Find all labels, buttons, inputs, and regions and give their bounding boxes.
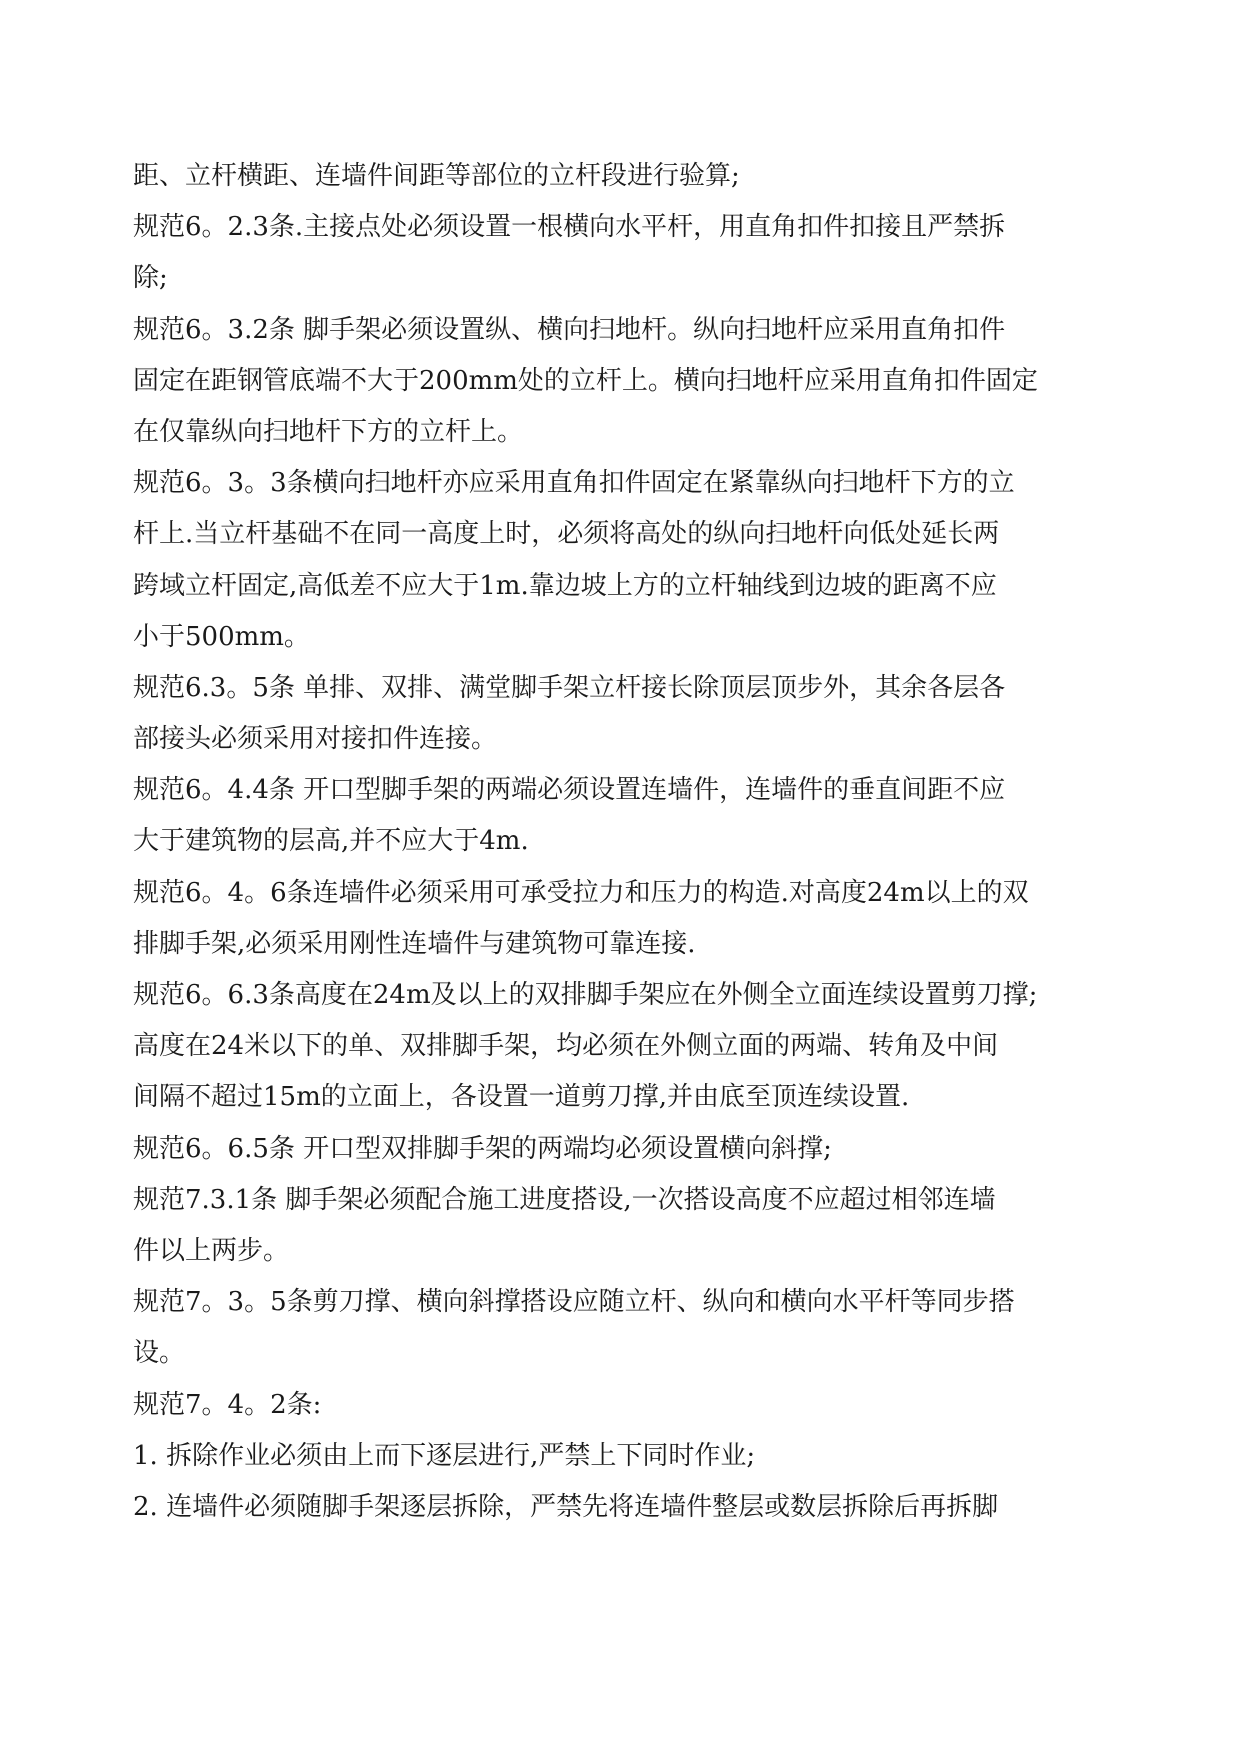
text-line: 规范7.3.1条 脚手架必须配合施工进度搭设,一次搭设高度不应超过相邻连墙 <box>133 1184 996 1215</box>
text-line: 规范6。4.4条 开口型脚手架的两端必须设置连墙件，连墙件的垂直间距不应 <box>133 775 1006 806</box>
text-line: 间隔不超过15m的立面上，各设置一道剪刀撑,并由底至顶连续设置. <box>133 1082 910 1113</box>
document-body <box>133 151 1123 1533</box>
text-line: 小于500mm。 <box>133 621 310 652</box>
text-line: 距、立杆横距、连墙件间距等部位的立杆段进行验算; <box>133 161 740 191</box>
text-line: 规范6。3.2条 脚手架必须设置纵、横向扫地杆。纵向扫地杆应采用直角扣件 <box>133 314 1006 345</box>
text-line: 排脚手架,必须采用刚性连墙件与建筑物可靠连接. <box>133 928 696 959</box>
text-line: 跨域立杆固定,高低差不应大于1m.靠边坡上方的立杆轴线到边坡的距离不应 <box>133 570 997 601</box>
text-line: 规范6。2.3条.主接点处必须设置一根横向水平杆，用直角扣件扣接且严禁拆 <box>133 212 1006 243</box>
text-line: 杆上.当立杆基础不在同一高度上时，必须将高处的纵向扫地杆向低处延长两 <box>133 519 1000 550</box>
text-line: 2. 连墙件必须随脚手架逐层拆除，严禁先将连墙件整层或数层拆除后再拆脚 <box>133 1491 999 1522</box>
text-line: 1. 拆除作业必须由上而下逐层进行,严禁上下同时作业; <box>133 1440 756 1471</box>
text-line: 大于建筑物的层高,并不应大于4m. <box>133 826 529 857</box>
text-line: 规范7。4。2条: <box>133 1389 322 1420</box>
text-line: 部接头必须采用对接扣件连接。 <box>133 724 498 755</box>
text-line: 设。 <box>133 1338 186 1369</box>
text-line: 规范6。4。6条连墙件必须采用可承受拉力和压力的构造.对高度24m以上的双 <box>133 877 1029 908</box>
text-line: 除; <box>133 263 168 294</box>
text-line: 规范6。6.5条 开口型双排脚手架的两端均必须设置横向斜撑; <box>133 1133 832 1164</box>
text-line: 在仅靠纵向扫地杆下方的立杆上。 <box>133 416 524 447</box>
text-line: 规范6.3。5条 单排、双排、满堂脚手架立杆接长除顶层顶步外，其余各层各 <box>133 672 1006 703</box>
text-line: 固定在距钢管底端不大于200mm处的立杆上。横向扫地杆应采用直角扣件固定 <box>133 365 1038 396</box>
text-line: 规范6。6.3条高度在24m及以上的双排脚手架应在外侧全立面连续设置剪刀撑; <box>133 980 1038 1010</box>
text-line: 规范6。3。3条横向扫地杆亦应采用直角扣件固定在紧靠纵向扫地杆下方的立 <box>133 468 1015 499</box>
text-line: 规范7。3。5条剪刀撑、横向斜撑搭设应随立杆、纵向和横向水平杆等同步搭 <box>133 1287 1015 1318</box>
text-line: 件以上两步。 <box>133 1235 290 1266</box>
text-line: 高度在24米以下的单、双排脚手架，均必须在外侧立面的两端、转角及中间 <box>133 1031 999 1062</box>
